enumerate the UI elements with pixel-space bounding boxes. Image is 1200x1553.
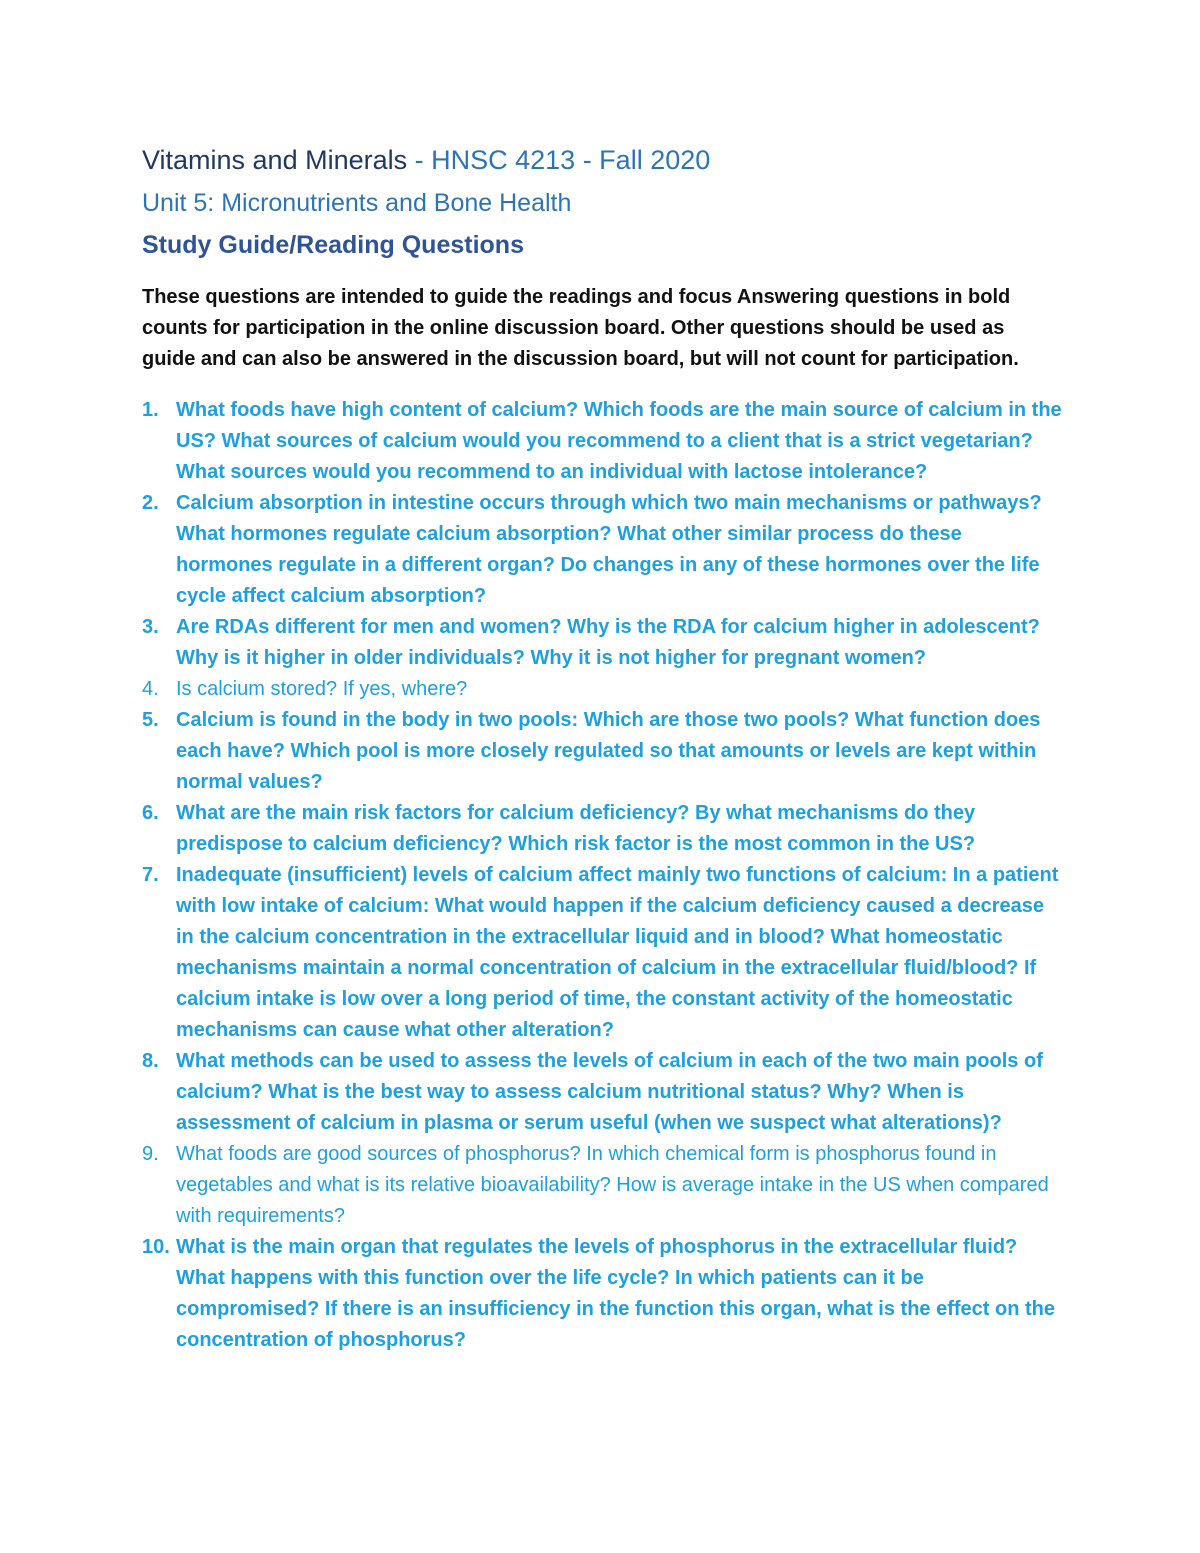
question-item-2 bbox=[142, 488, 1062, 612]
question-item-7 bbox=[142, 860, 1062, 1046]
intro-text-part2: counts for participation in the online discussion board. Other questions should be used as guide and can also be answered in the discussion board, but will not count for participation. bbox=[142, 317, 1019, 370]
question-number: 7. bbox=[142, 864, 159, 886]
question-item-3 bbox=[142, 612, 1062, 674]
section-heading: Study Guide/Reading Questions bbox=[142, 231, 524, 259]
question-number: 1. bbox=[142, 399, 159, 421]
question-text: Inadequate (insufficient) levels of calcium affect mainly two functions of calcium: In a patient with low intake of calcium: What would happen if the calcium deficiency caused a decrease in the calcium concentration in the extracellular liquid and in blood? What homeostatic mechanisms maintain a normal concentration of calcium in the extracellular fluid/blood? If calcium intake is low over a long period of time, the constant activity of the homeostatic mechanisms can cause what other alteration? bbox=[176, 864, 1059, 1041]
question-text: Are RDAs different for men and women? Why is the RDA for calcium higher in adolescent? Why is it higher in older individuals? Why it is not higher for pregnant women? bbox=[176, 616, 1040, 669]
page-title bbox=[142, 138, 1062, 182]
course-code-term: - HNSC 4213 - Fall 2020 bbox=[407, 145, 711, 175]
question-text: What methods can be used to assess the levels of calcium in each of the two main pools of calcium? What is the best way to assess calcium nutritional status? Why? When is assessment of calcium in plasma or serum useful (when we suspect what alterations)? bbox=[176, 1050, 1043, 1134]
question-number: 9. bbox=[142, 1143, 159, 1165]
course-title: Vitamins and Minerals bbox=[142, 145, 408, 175]
question-text: What are the main risk factors for calcium deficiency? By what mechanisms do they predispose to calcium deficiency? Which risk factor is the most common in the US? bbox=[176, 802, 976, 855]
question-item-10 bbox=[142, 1232, 1062, 1356]
question-number: 2. bbox=[142, 492, 159, 514]
question-number: 10. bbox=[142, 1236, 170, 1258]
question-item-8 bbox=[142, 1046, 1062, 1139]
question-number: 4. bbox=[142, 678, 159, 700]
question-item-1 bbox=[142, 395, 1062, 488]
question-number: 6. bbox=[142, 802, 159, 824]
unit-subtitle: Unit 5: Micronutrients and Bone Health bbox=[142, 189, 572, 217]
question-item-5 bbox=[142, 705, 1062, 798]
question-item-4 bbox=[142, 674, 1062, 705]
intro-text-part1: These questions are intended to guide the readings and focus Answering questions in bbox=[142, 286, 969, 308]
intro-bold-word: bold bbox=[968, 286, 1011, 308]
document-content bbox=[142, 138, 1062, 1356]
question-text: What foods are good sources of phosphorus? In which chemical form is phosphorus found in vegetables and what is its relative bioavailability? How is average intake in the US when compared with requirements? bbox=[176, 1143, 1049, 1227]
intro-paragraph bbox=[142, 282, 1062, 375]
question-text: What is the main organ that regulates the levels of phosphorus in the extracellular fluid? What happens with this function over the life cycle? In which patients can it be compromised? If there is an insufficiency in the function this organ, what is the effect on the concentration of phosphorus? bbox=[176, 1236, 1055, 1351]
question-item-6 bbox=[142, 798, 1062, 860]
question-number: 8. bbox=[142, 1050, 159, 1072]
question-text: What foods have high content of calcium? Which foods are the main source of calcium in the US? What sources of calcium would you recommend to a client that is a strict vegetarian? What sources would you recommend to an individual with lactose intolerance? bbox=[176, 399, 1062, 483]
question-text: Calcium is found in the body in two pools: Which are those two pools? What function does each have? Which pool is more closely regulated so that amounts or levels are kept within normal values? bbox=[176, 709, 1041, 793]
question-text: Is calcium stored? If yes, where? bbox=[176, 678, 468, 700]
question-text: Calcium absorption in intestine occurs through which two main mechanisms or pathways? What hormones regulate calcium absorption? What other similar process do these hormones regulate in a different organ? Do changes in any of these hormones over the life cycle affect calcium absorption? bbox=[176, 492, 1042, 607]
question-list bbox=[142, 395, 1062, 1356]
question-number: 3. bbox=[142, 616, 159, 638]
question-item-9 bbox=[142, 1139, 1062, 1232]
question-number: 5. bbox=[142, 709, 159, 731]
